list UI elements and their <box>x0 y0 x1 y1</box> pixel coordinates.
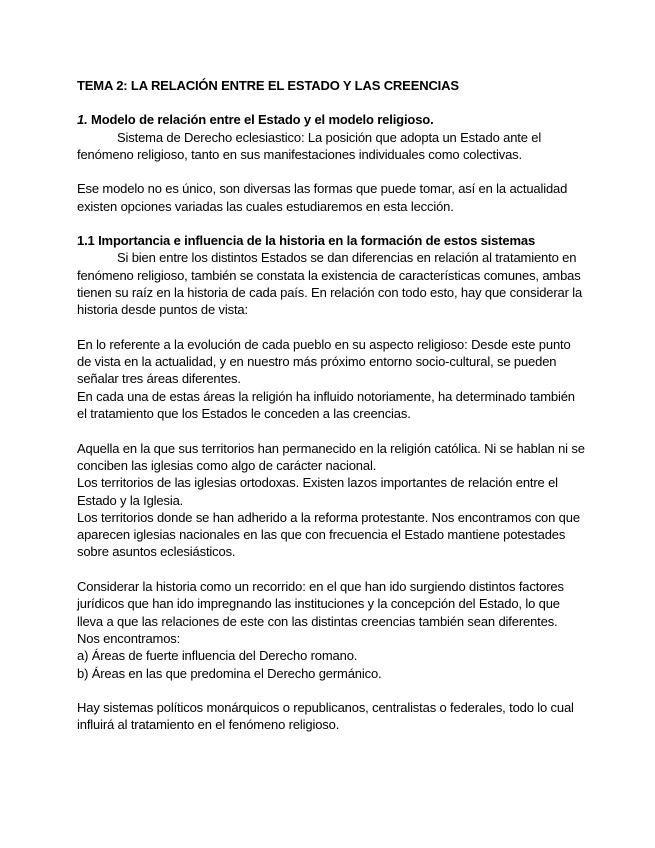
section-1-1-paragraph-9: Hay sistemas políticos monárquicos o republicanos, centralistas o federales, todo lo cual influirá al tratamiento en el fenómeno religioso. <box>77 700 574 733</box>
section-1-heading-text: Modelo de relación entre el Estado y el modelo religioso. <box>87 112 434 128</box>
section-1-1-paragraph-8: Nos encontramos: <box>77 630 181 646</box>
section-1-1-paragraph-2: En lo referente a la evolución de cada pueblo en su aspecto religioso: Desde este punto de vista en la actualidad, y en nuestro más próximo entorno socio-cultural, se pueden señalar tres áreas diferentes. <box>77 336 571 387</box>
section-1-paragraph-2: Ese modelo no es único, son diversas las formas que puede tomar, así en la actualidad existen opciones variadas las cuales estudiaremos en esta lección. <box>77 181 568 214</box>
document-title: TEMA 2: LA RELACIÓN ENTRE EL ESTADO Y LAS CREENCIAS <box>77 78 459 93</box>
section-1-1-paragraph-7: Considerar la historia como un recorrido: en el que han ido surgiendo distintos factores jurídicos que han ido impregnando las instituciones y la concepción del Estado, lo que lleva a que las relaciones de este con las distintas creencias también sean diferentes. <box>77 579 564 629</box>
section-1-number: 1. <box>77 112 88 128</box>
list-item-b: b) Áreas en las que predomina el Derecho germánico. <box>77 665 382 681</box>
section-1-1-paragraph-3: En cada una de estas áreas la religión ha influido notoriamente, ha determinado también el tratamiento que los Estados le conceden a las creencias. <box>77 388 575 422</box>
section-1-1-paragraph-5: Los territorios de las iglesias ortodoxas. Existen lazos importantes de relación entre el Estado y la Iglesia. <box>77 475 558 508</box>
section-1-1-heading: 1.1 Importancia e influencia de la historia en la formación de estos sistemas <box>77 233 536 249</box>
list-item-a: a) Áreas de fuerte influencia del Derecho romano. <box>77 648 358 664</box>
document-body <box>77 77 587 734</box>
section-1-1-paragraph-1: Si bien entre los distintos Estados se dan diferencias en relación al tratamiento en fenómeno religioso, también se constata la existencia de características comunes, ambas tienen su raíz en la historia de cada país. En relación con todo esto, hay que considerar la historia desde puntos de vista: <box>77 250 583 318</box>
section-1-1-paragraph-6: Los territorios donde se han adherido a la reforma protestante. Nos encontramos con que aparecen iglesias nacionales en las que con frecuencia el Estado mantiene potestades sobre asuntos eclesiásticos. <box>77 509 580 560</box>
section-1-paragraph-1: Sistema de Derecho eclesiastico: La posición que adopta un Estado ante el fenómeno religioso, tanto en sus manifestaciones individuales como colectivas. <box>77 129 542 162</box>
section-1-1-paragraph-4: Aquella en la que sus territorios han permanecido en la religión católica. Ni se hablan ni se conciben las iglesias como algo de carácter nacional. <box>77 440 585 473</box>
section-1-heading <box>77 111 587 128</box>
